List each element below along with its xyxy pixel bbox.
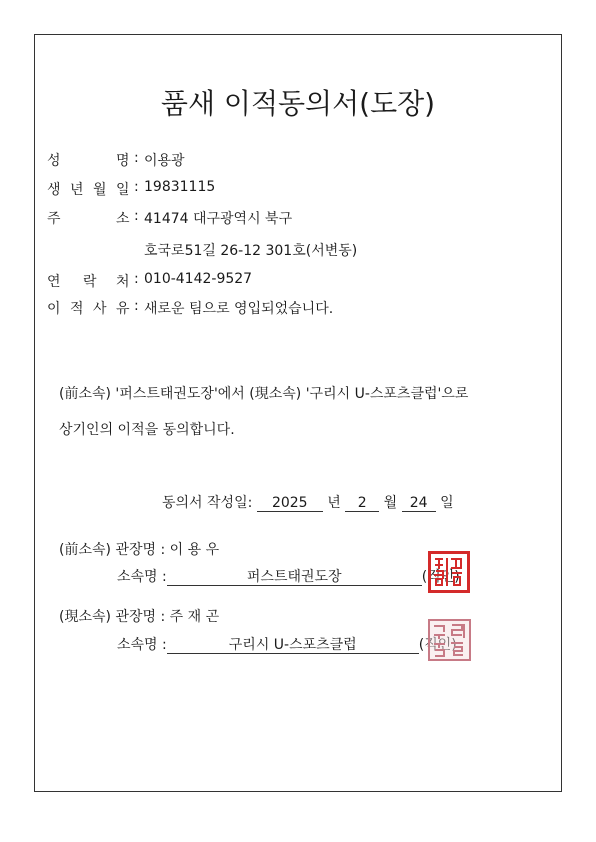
value-transfer-reason: 새로운 팀으로 영입되었습니다. bbox=[144, 301, 334, 317]
previous-head-name: 이 용 우 bbox=[169, 542, 220, 558]
previous-head-row bbox=[59, 539, 219, 559]
document-border bbox=[34, 34, 562, 792]
previous-club-row bbox=[117, 566, 460, 586]
current-head-label: 관장명 : bbox=[115, 609, 166, 625]
colon: : bbox=[134, 271, 139, 287]
date-year-unit: 년 bbox=[327, 495, 341, 511]
consent-statement-line1: (前소속) '퍼스트태권도장'에서 (現소속) '구리시 U-스포츠클럽'으로 bbox=[59, 386, 469, 402]
colon: : bbox=[134, 298, 139, 314]
previous-prefix: (前소속) bbox=[59, 542, 111, 558]
previous-club-name: 퍼스트태권도장 bbox=[167, 570, 422, 586]
value-address-line2: 호국로51길 26-12 301호(서변동) bbox=[144, 243, 358, 259]
date-year: 2025 bbox=[257, 496, 323, 512]
previous-seal-text: (직인) bbox=[421, 569, 460, 585]
date-month-unit: 월 bbox=[383, 495, 398, 511]
colon: : bbox=[134, 179, 139, 195]
value-address-line1: 41474 대구광역시 북구 bbox=[144, 211, 293, 227]
current-head-name: 주 재 곤 bbox=[169, 609, 220, 625]
date-day-unit: 일 bbox=[440, 495, 454, 511]
current-seal-text: (직인) bbox=[418, 637, 457, 653]
value-contact: 010-4142-9527 bbox=[144, 271, 253, 287]
previous-club-label: 소속명 : bbox=[117, 569, 167, 585]
colon: : bbox=[134, 208, 139, 224]
current-club-row bbox=[117, 634, 457, 654]
date-month: 2 bbox=[345, 496, 379, 512]
date-label: 동의서 작성일: bbox=[162, 495, 253, 511]
consent-statement-line2: 상기인의 이적을 동의합니다. bbox=[59, 422, 235, 438]
value-name: 이용광 bbox=[144, 153, 185, 169]
previous-head-label: 관장명 : bbox=[115, 542, 166, 558]
date-line bbox=[162, 492, 454, 512]
current-club-label: 소속명 : bbox=[117, 637, 167, 653]
colon: : bbox=[134, 150, 139, 166]
current-prefix: (現소속) bbox=[59, 609, 111, 625]
value-birthdate: 19831115 bbox=[144, 179, 216, 195]
current-club-seal bbox=[428, 619, 471, 661]
previous-club-seal bbox=[428, 551, 470, 593]
document-title: 품새 이적동의서(도장) bbox=[160, 87, 436, 120]
current-head-row bbox=[59, 606, 219, 626]
date-day: 24 bbox=[402, 496, 436, 512]
current-club-name: 구리시 U-스포츠클럽 bbox=[167, 638, 419, 654]
